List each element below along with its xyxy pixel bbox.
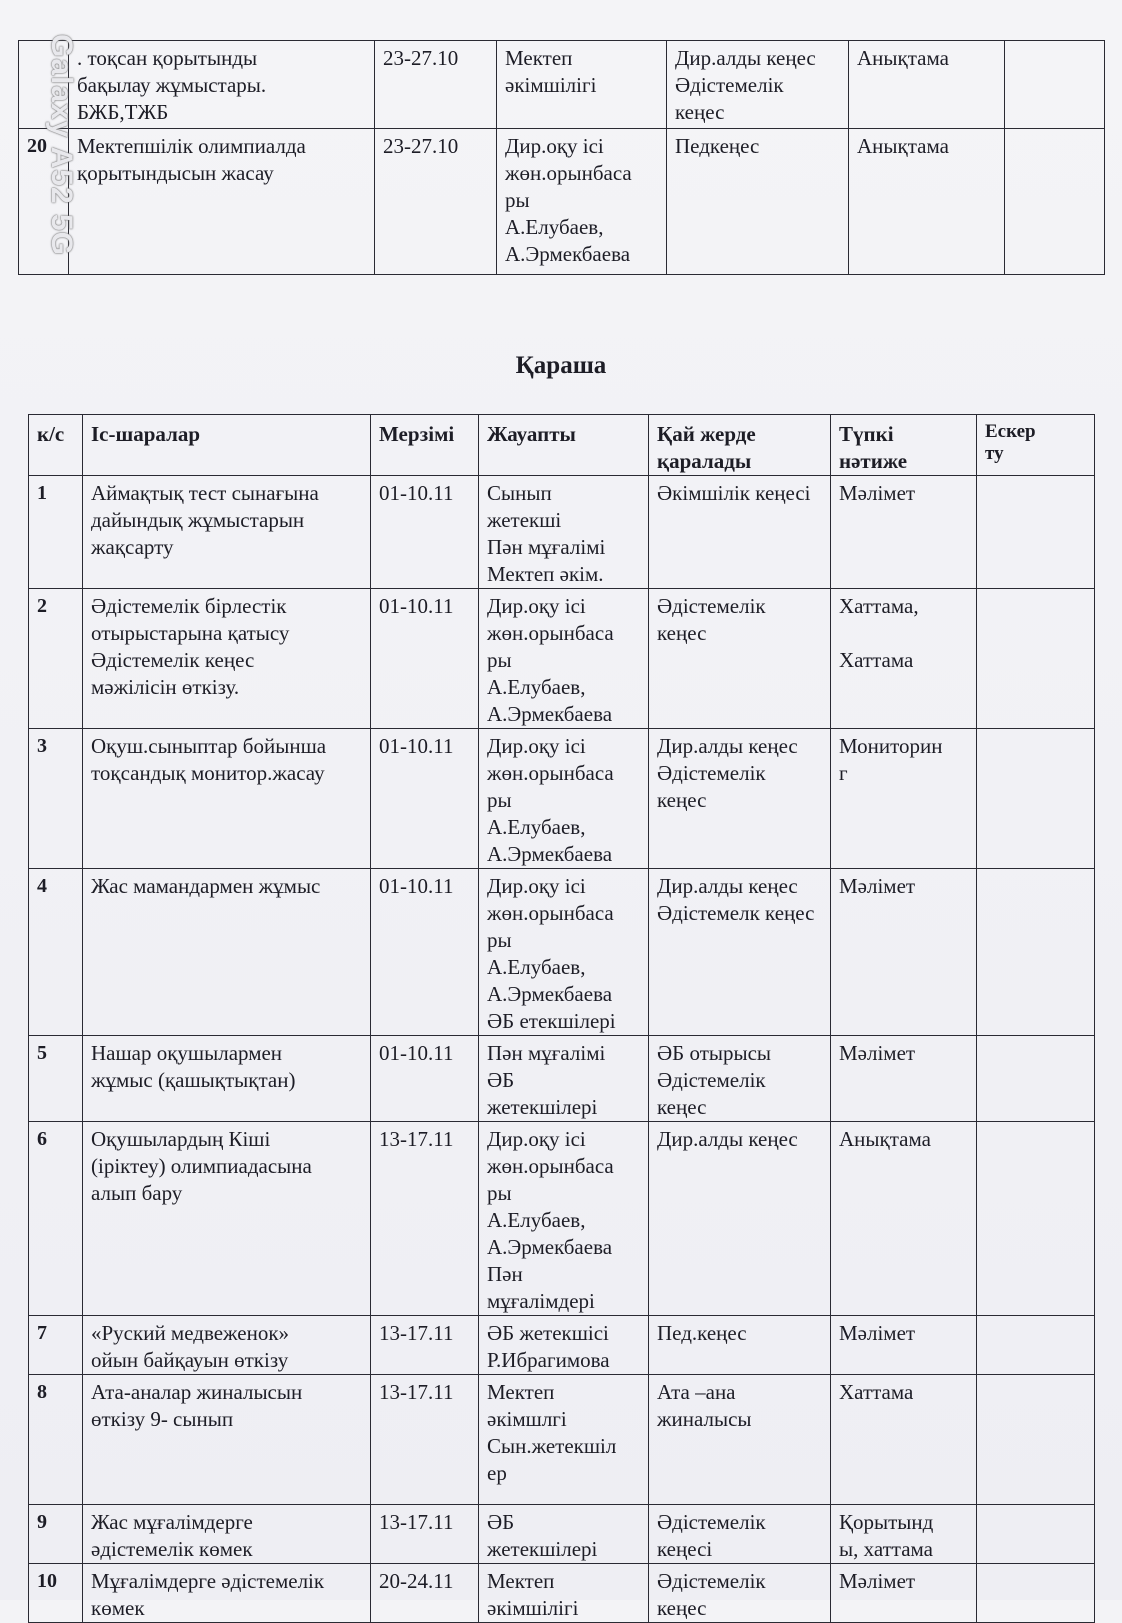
camera-watermark: Galaxy A52 5G bbox=[45, 34, 78, 257]
note-cell bbox=[977, 476, 1095, 589]
note-cell bbox=[977, 729, 1095, 869]
header-date: Мерзімі bbox=[371, 415, 479, 476]
table-row bbox=[19, 41, 1105, 129]
result-cell: Анықтама bbox=[849, 41, 1005, 129]
note-cell bbox=[977, 1564, 1095, 1623]
responsible-cell: Мектеп әкімшлгі Сын.жетекшіл ер bbox=[479, 1375, 649, 1505]
result-cell: Анықтама bbox=[831, 1122, 977, 1316]
date-cell: 01-10.11 bbox=[371, 476, 479, 589]
event-cell: Әдістемелік бірлестік отырыстарына қатысу Әдістемелік кеңес мәжілісін өткізу. bbox=[83, 589, 371, 729]
header-result: Түпкі нәтиже bbox=[831, 415, 977, 476]
where-cell: Әдістемелік кеңес bbox=[649, 1564, 831, 1623]
responsible-cell: Дир.оқу ісі жөн.орынбаса ры А.Елубаев, А.Эрмекбаева bbox=[479, 729, 649, 869]
table-row bbox=[29, 1564, 1095, 1623]
note-cell bbox=[977, 589, 1095, 729]
result-cell: Мәлімет bbox=[831, 476, 977, 589]
date-cell: 01-10.11 bbox=[371, 1036, 479, 1122]
where-cell: Дир.алды кеңес Әдістемелік кеңес bbox=[649, 729, 831, 869]
note-cell bbox=[1005, 129, 1105, 275]
date-cell: 01-10.11 bbox=[371, 589, 479, 729]
result-cell: Мәлімет bbox=[831, 1316, 977, 1375]
where-cell: Дир.алды кеңес bbox=[649, 1122, 831, 1316]
table-row bbox=[29, 1375, 1095, 1505]
row-number: 3 bbox=[29, 729, 83, 869]
where-cell: ӘБ отырысы Әдістемелік кеңес bbox=[649, 1036, 831, 1122]
event-cell: «Руский медвеженок» ойын байқауын өткізу bbox=[83, 1316, 371, 1375]
date-cell: 13-17.11 bbox=[371, 1316, 479, 1375]
date-cell: 20-24.11 bbox=[371, 1564, 479, 1623]
event-cell: Жас мұғалімдерге әдістемелік көмек bbox=[83, 1505, 371, 1564]
result-cell: Мәлімет bbox=[831, 1564, 977, 1623]
date-cell: 23-27.10 bbox=[375, 41, 497, 129]
responsible-cell: Сынып жетекші Пән мұғалімі Мектеп әкім. bbox=[479, 476, 649, 589]
where-cell: Дир.алды кеңес Әдістемелк кеңес bbox=[649, 869, 831, 1036]
header-note: Ескер ту bbox=[977, 415, 1095, 476]
responsible-cell: Дир.оқу ісі жөн.орынбаса ры А.Елубаев, А.Эрмекбаева bbox=[479, 589, 649, 729]
row-number: 8 bbox=[29, 1375, 83, 1505]
november-plan-table bbox=[28, 414, 1095, 1623]
event-cell: Оқуш.сыныптар бойынша тоқсандық монитор.жасау bbox=[83, 729, 371, 869]
result-cell: Мәлімет bbox=[831, 869, 977, 1036]
table-row bbox=[29, 1036, 1095, 1122]
date-cell: 01-10.11 bbox=[371, 729, 479, 869]
responsible-cell: Дир.оқу ісі жөн.орынбаса ры А.Елубаев, А.Эрмекбаева bbox=[497, 129, 667, 275]
note-cell bbox=[977, 1505, 1095, 1564]
row-number: 2 bbox=[29, 589, 83, 729]
where-cell: Дир.алды кеңес Әдістемелік кеңес bbox=[667, 41, 849, 129]
where-cell: Әдістемелік кеңес bbox=[649, 589, 831, 729]
row-number: 5 bbox=[29, 1036, 83, 1122]
responsible-cell: Дир.оқу ісі жөн.орынбаса ры А.Елубаев, А.Эрмекбаева ӘБ етекшілері bbox=[479, 869, 649, 1036]
row-number: 6 bbox=[29, 1122, 83, 1316]
where-cell: Ата –ана жиналысы bbox=[649, 1375, 831, 1505]
row-number: 20 bbox=[19, 129, 69, 275]
result-cell: Қорытынд ы, хаттама bbox=[831, 1505, 977, 1564]
responsible-cell: ӘБ жетекшілері bbox=[479, 1505, 649, 1564]
header-where: Қай жерде қаралады bbox=[649, 415, 831, 476]
result-cell: Хаттама bbox=[831, 1375, 977, 1505]
table-row bbox=[29, 869, 1095, 1036]
event-cell: Ата-аналар жиналысын өткізу 9- сынып bbox=[83, 1375, 371, 1505]
note-cell bbox=[977, 1316, 1095, 1375]
responsible-cell: ӘБ жетекшісі Р.Ибрагимова bbox=[479, 1316, 649, 1375]
responsible-cell: Пән мұғалімі ӘБ жетекшілері bbox=[479, 1036, 649, 1122]
where-cell: Әдістемелік кеңесі bbox=[649, 1505, 831, 1564]
header-responsible: Жауапты bbox=[479, 415, 649, 476]
event-cell: Аймақтық тест сынағына дайындық жұмыстарын жақсарту bbox=[83, 476, 371, 589]
row-number: 7 bbox=[29, 1316, 83, 1375]
date-cell: 13-17.11 bbox=[371, 1375, 479, 1505]
table-row bbox=[19, 129, 1105, 275]
event-cell: Мектепшілік олимпиалда қорытындысын жасау bbox=[69, 129, 375, 275]
date-cell: 13-17.11 bbox=[371, 1505, 479, 1564]
table-row bbox=[29, 1122, 1095, 1316]
where-cell: Пед.кеңес bbox=[649, 1316, 831, 1375]
row-number: 4 bbox=[29, 869, 83, 1036]
result-cell: Анықтама bbox=[849, 129, 1005, 275]
row-number: 9 bbox=[29, 1505, 83, 1564]
section-title: Қараша bbox=[515, 352, 607, 379]
date-cell: 13-17.11 bbox=[371, 1122, 479, 1316]
where-cell: Әкімшілік кеңесі bbox=[649, 476, 831, 589]
result-cell: Хаттама, Хаттама bbox=[831, 589, 977, 729]
event-cell: Жас мамандармен жұмыс bbox=[83, 869, 371, 1036]
event-cell: Нашар оқушылармен жұмыс (қашықтықтан) bbox=[83, 1036, 371, 1122]
october-table-continuation bbox=[18, 40, 1105, 275]
date-cell: 01-10.11 bbox=[371, 869, 479, 1036]
event-cell: . тоқсан қорытынды бақылау жұмыстары. БЖБ,ТЖБ bbox=[69, 41, 375, 129]
header-row bbox=[29, 415, 1095, 476]
responsible-cell: Мектеп әкімшілігі bbox=[497, 41, 667, 129]
note-cell bbox=[1005, 41, 1105, 129]
result-cell: Мәлімет bbox=[831, 1036, 977, 1122]
result-cell: Мониторин г bbox=[831, 729, 977, 869]
note-cell bbox=[977, 1036, 1095, 1122]
row-number: 10 bbox=[29, 1564, 83, 1623]
header-event: Іс-шаралар bbox=[83, 415, 371, 476]
row-number: 1 bbox=[29, 476, 83, 589]
responsible-cell: Дир.оқу ісі жөн.орынбаса ры А.Елубаев, А.Эрмекбаева Пән мұғалімдері bbox=[479, 1122, 649, 1316]
header-num: к/с bbox=[29, 415, 83, 476]
event-cell: Оқушылардың Кіші (іріктеу) олимпиадасына алып бару bbox=[83, 1122, 371, 1316]
table-row bbox=[29, 1505, 1095, 1564]
table-row bbox=[29, 729, 1095, 869]
note-cell bbox=[977, 1375, 1095, 1505]
responsible-cell: Мектеп әкімшілігі bbox=[479, 1564, 649, 1623]
where-cell: Педкеңес bbox=[667, 129, 849, 275]
table-row bbox=[29, 589, 1095, 729]
note-cell bbox=[977, 869, 1095, 1036]
date-cell: 23-27.10 bbox=[375, 129, 497, 275]
note-cell bbox=[977, 1122, 1095, 1316]
table-row bbox=[29, 476, 1095, 589]
table-row bbox=[29, 1316, 1095, 1375]
event-cell: Мұғалімдерге әдістемелік көмек bbox=[83, 1564, 371, 1623]
